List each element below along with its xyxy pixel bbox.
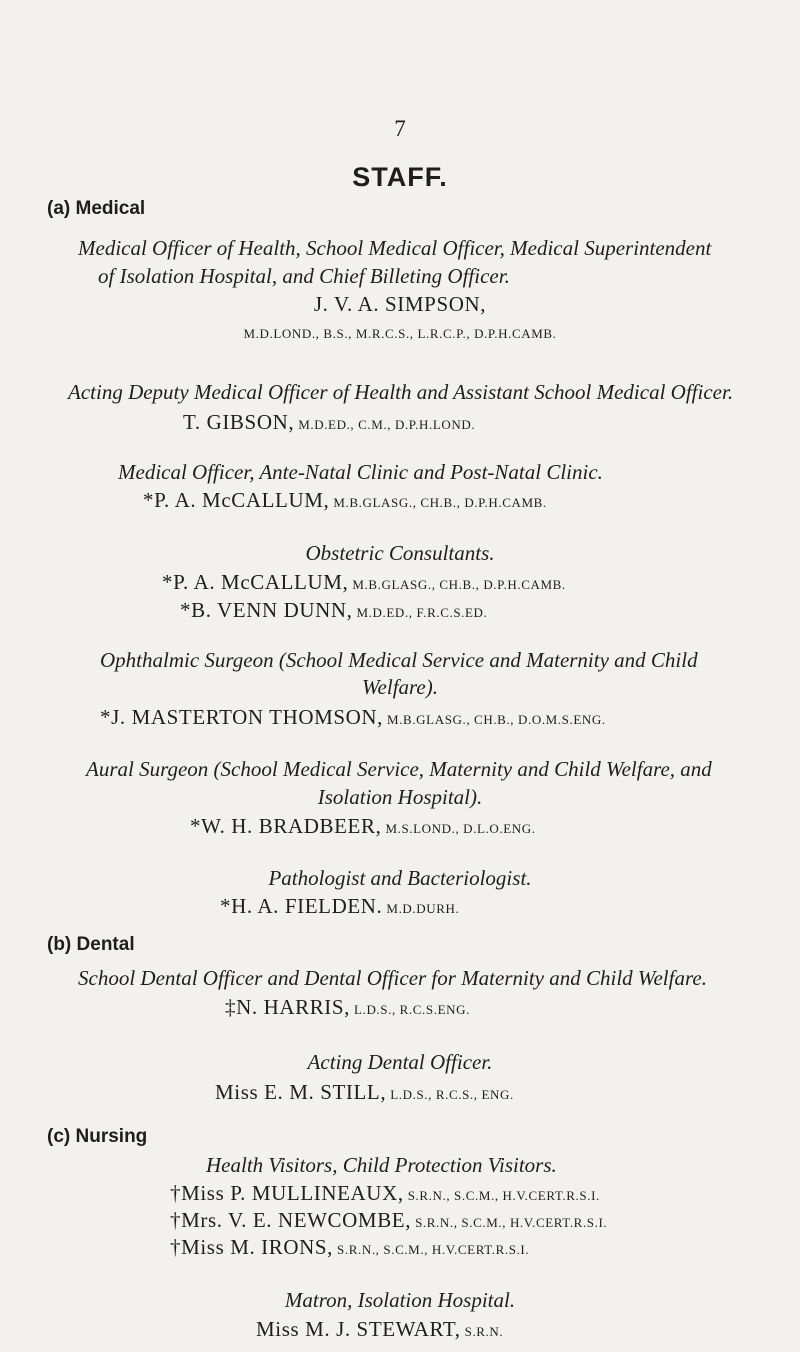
pathologist-name: *H. A. FIELDEN. bbox=[220, 894, 383, 918]
page-number: 7 bbox=[394, 116, 406, 141]
obstetric-2-qualifications: M.D.ED., F.R.C.S.ED. bbox=[356, 605, 488, 620]
moh-role-line-1: Medical Officer of Health, School Medical Officer, Medical Superintendent bbox=[78, 236, 712, 260]
acting-dental-name: Miss E. M. STILL, bbox=[215, 1080, 387, 1104]
section-heading-dental: (b) Dental bbox=[47, 934, 135, 955]
acting-dental-qualifications: L.D.S., R.C.S., ENG. bbox=[390, 1087, 514, 1102]
moh-name: J. V. A. SIMPSON, bbox=[313, 292, 487, 316]
matron-qualifications: S.R.N. bbox=[464, 1324, 504, 1339]
moh-qualifications: M.D.LOND., B.S., M.R.C.S., L.R.C.P., D.P.H.CAMB. bbox=[243, 326, 557, 341]
section-heading-nursing: (c) Nursing bbox=[47, 1126, 148, 1147]
matron-entry bbox=[256, 1317, 503, 1342]
health-visitor-3-name: †Miss M. IRONS, bbox=[170, 1235, 334, 1259]
antenatal-qualifications: M.B.GLASG., CH.B., D.P.H.CAMB. bbox=[333, 495, 547, 510]
dental-officer-role: School Dental Officer and Dental Officer for Maternity and Child Welfare. bbox=[78, 966, 707, 990]
aural-entry bbox=[190, 814, 536, 839]
obstetric-entry-1 bbox=[162, 570, 566, 595]
health-visitor-3-qualifications: S.R.N., S.C.M., H.V.CERT.R.S.I. bbox=[337, 1242, 530, 1257]
ophthalmic-role-line-2: Welfare). bbox=[361, 675, 438, 699]
deputy-entry bbox=[183, 410, 475, 435]
ophthalmic-qualifications: M.B.GLASG., CH.B., D.O.M.S.ENG. bbox=[387, 712, 606, 727]
antenatal-entry bbox=[143, 488, 547, 513]
health-visitor-2-qualifications: S.R.N., S.C.M., H.V.CERT.R.S.I. bbox=[415, 1215, 608, 1230]
page-title: STAFF. bbox=[352, 162, 448, 192]
antenatal-name: *P. A. McCALLUM, bbox=[143, 488, 330, 512]
matron-role: Matron, Isolation Hospital. bbox=[284, 1288, 516, 1312]
deputy-name: T. GIBSON, bbox=[183, 410, 295, 434]
deputy-qualifications: M.D.ED., C.M., D.P.H.LOND. bbox=[298, 417, 476, 432]
ophthalmic-role-line-1: Ophthalmic Surgeon (School Medical Service and Maternity and Child bbox=[100, 648, 698, 672]
obstetric-role: Obstetric Consultants. bbox=[305, 541, 495, 565]
aural-role-line-2: Isolation Hospital). bbox=[317, 785, 483, 809]
obstetric-1-qualifications: M.B.GLASG., CH.B., D.P.H.CAMB. bbox=[352, 577, 566, 592]
pathologist-qualifications: M.D.DURH. bbox=[386, 901, 460, 916]
ophthalmic-entry bbox=[100, 705, 606, 730]
health-visitor-1-qualifications: S.R.N., S.C.M., H.V.CERT.R.S.I. bbox=[407, 1188, 600, 1203]
health-visitor-1-name: †Miss P. MULLINEAUX, bbox=[170, 1181, 404, 1205]
obstetric-2-name: *B. VENN DUNN, bbox=[180, 598, 353, 622]
pathologist-role: Pathologist and Bacteriologist. bbox=[268, 866, 532, 890]
dental-officer-entry bbox=[225, 995, 470, 1020]
dental-officer-qualifications: L.D.S., R.C.S.ENG. bbox=[354, 1002, 470, 1017]
section-heading-medical: (a) Medical bbox=[47, 198, 146, 219]
moh-role-line-2: of Isolation Hospital, and Chief Billeting Officer. bbox=[98, 264, 510, 288]
health-visitors-role: Health Visitors, Child Protection Visitors. bbox=[206, 1153, 557, 1177]
health-visitor-entry-3 bbox=[170, 1235, 529, 1260]
acting-dental-role: Acting Dental Officer. bbox=[307, 1050, 493, 1074]
dental-officer-name: ‡N. HARRIS, bbox=[225, 995, 351, 1019]
acting-dental-entry bbox=[215, 1080, 514, 1105]
matron-name: Miss M. J. STEWART, bbox=[256, 1317, 461, 1341]
obstetric-1-name: *P. A. McCALLUM, bbox=[162, 570, 349, 594]
health-visitor-entry-2 bbox=[170, 1208, 607, 1233]
ophthalmic-name: *J. MASTERTON THOMSON, bbox=[100, 705, 384, 729]
deputy-role: Acting Deputy Medical Officer of Health and Assistant School Medical Officer. bbox=[68, 380, 734, 404]
aural-role-line-1: Aural Surgeon (School Medical Service, Maternity and Child Welfare, and bbox=[86, 757, 712, 781]
health-visitor-entry-1 bbox=[170, 1181, 600, 1206]
health-visitor-2-name: †Mrs. V. E. NEWCOMBE, bbox=[170, 1208, 412, 1232]
obstetric-entry-2 bbox=[180, 598, 487, 623]
pathologist-entry bbox=[220, 894, 459, 919]
aural-name: *W. H. BRADBEER, bbox=[190, 814, 382, 838]
antenatal-role: Medical Officer, Ante-Natal Clinic and Post-Natal Clinic. bbox=[118, 460, 603, 484]
aural-qualifications: M.S.LOND., D.L.O.ENG. bbox=[385, 821, 536, 836]
